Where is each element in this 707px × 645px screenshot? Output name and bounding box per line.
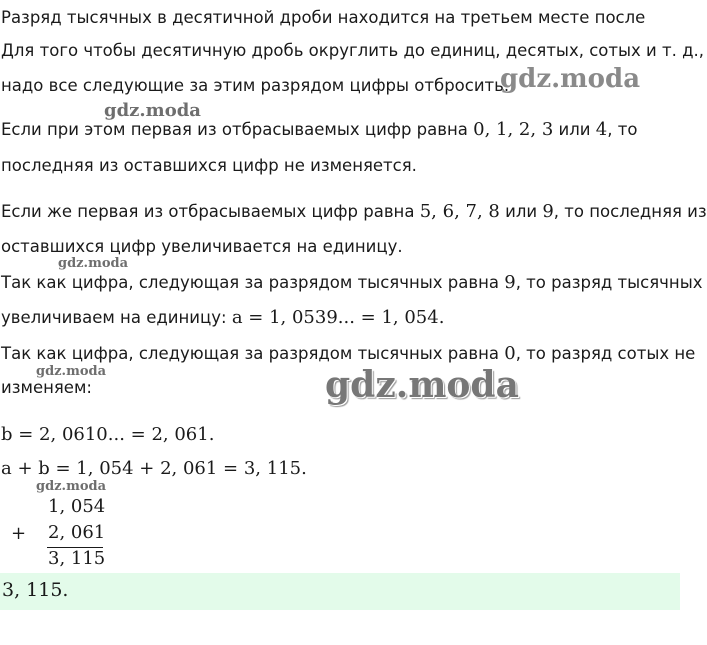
math-inline: 9 [504,272,516,293]
watermark: gdz.moda [36,479,107,494]
text-segment: или [553,120,596,139]
column-middle-number: 2, 061 [48,522,106,543]
text-segment: Так как цифра, следующая за разрядом тысячных равна [1,344,505,363]
text-line-9 [1,307,444,329]
text-segment: , то разряд сотых не [515,344,696,363]
formula-sum: a + b = 1, 054 + 2, 061 = 3, 115. [1,458,307,479]
text-line-10 [1,343,695,365]
text-line-7: оставшихся цифр увеличивается на единицу. [1,237,403,256]
math-inline: 5, 6, 7, 8 [419,201,500,222]
text-line-4 [1,119,637,141]
text-segment: Так как цифра, следующая за разрядом тысячных равна [1,273,505,292]
watermark: gdz.moda [500,64,641,94]
answer-box [0,573,680,610]
formula-b: b = 2, 0610... = 2, 061. [1,424,215,445]
answer-value: 3, 115. [2,579,69,601]
plus-sign: + [11,523,27,544]
text-line-8 [1,272,703,294]
math-inline: 4 [595,119,608,140]
watermark: gdz.moda [325,364,519,406]
text-segment: Если же первая из отбрасываемых цифр равна [1,202,420,221]
text-line-2: Для того чтобы десятичную дробь округлить до единиц, десятых, сотых и т. д., [1,41,704,60]
watermark: gdz.moda [104,100,201,121]
text-line-1: Разряд тысячных в десятичной дроби находится на третьем месте после [1,8,646,27]
text-segment: увеличиваем на единицу: [1,308,232,327]
text-segment: или [499,202,543,221]
column-top-number: 1, 054 [48,496,106,517]
text-line-11: изменяем: [1,378,92,397]
text-line-3: надо все следующие за этим разрядом цифры отбросить. [1,76,510,95]
text-segment: , то разряд тысячных [515,273,703,292]
text-line-6 [1,201,707,223]
column-result-number: 3, 115 [48,548,106,569]
math-inline: 9 [542,201,554,222]
math-inline: 0 [504,343,516,364]
math-inline: 0, 1, 2, 3 [473,119,554,140]
text-segment: , то [607,120,638,139]
watermark: gdz.moda [58,256,129,271]
math-inline: a = 1, 0539... = 1, 054. [231,307,445,328]
watermark: gdz.moda [36,364,107,379]
text-segment: , то последняя из [553,202,707,221]
text-segment: Если при этом первая из отбрасываемых цифр равна [1,120,474,139]
text-line-5: последняя из оставшихся цифр не изменяется. [1,156,417,175]
